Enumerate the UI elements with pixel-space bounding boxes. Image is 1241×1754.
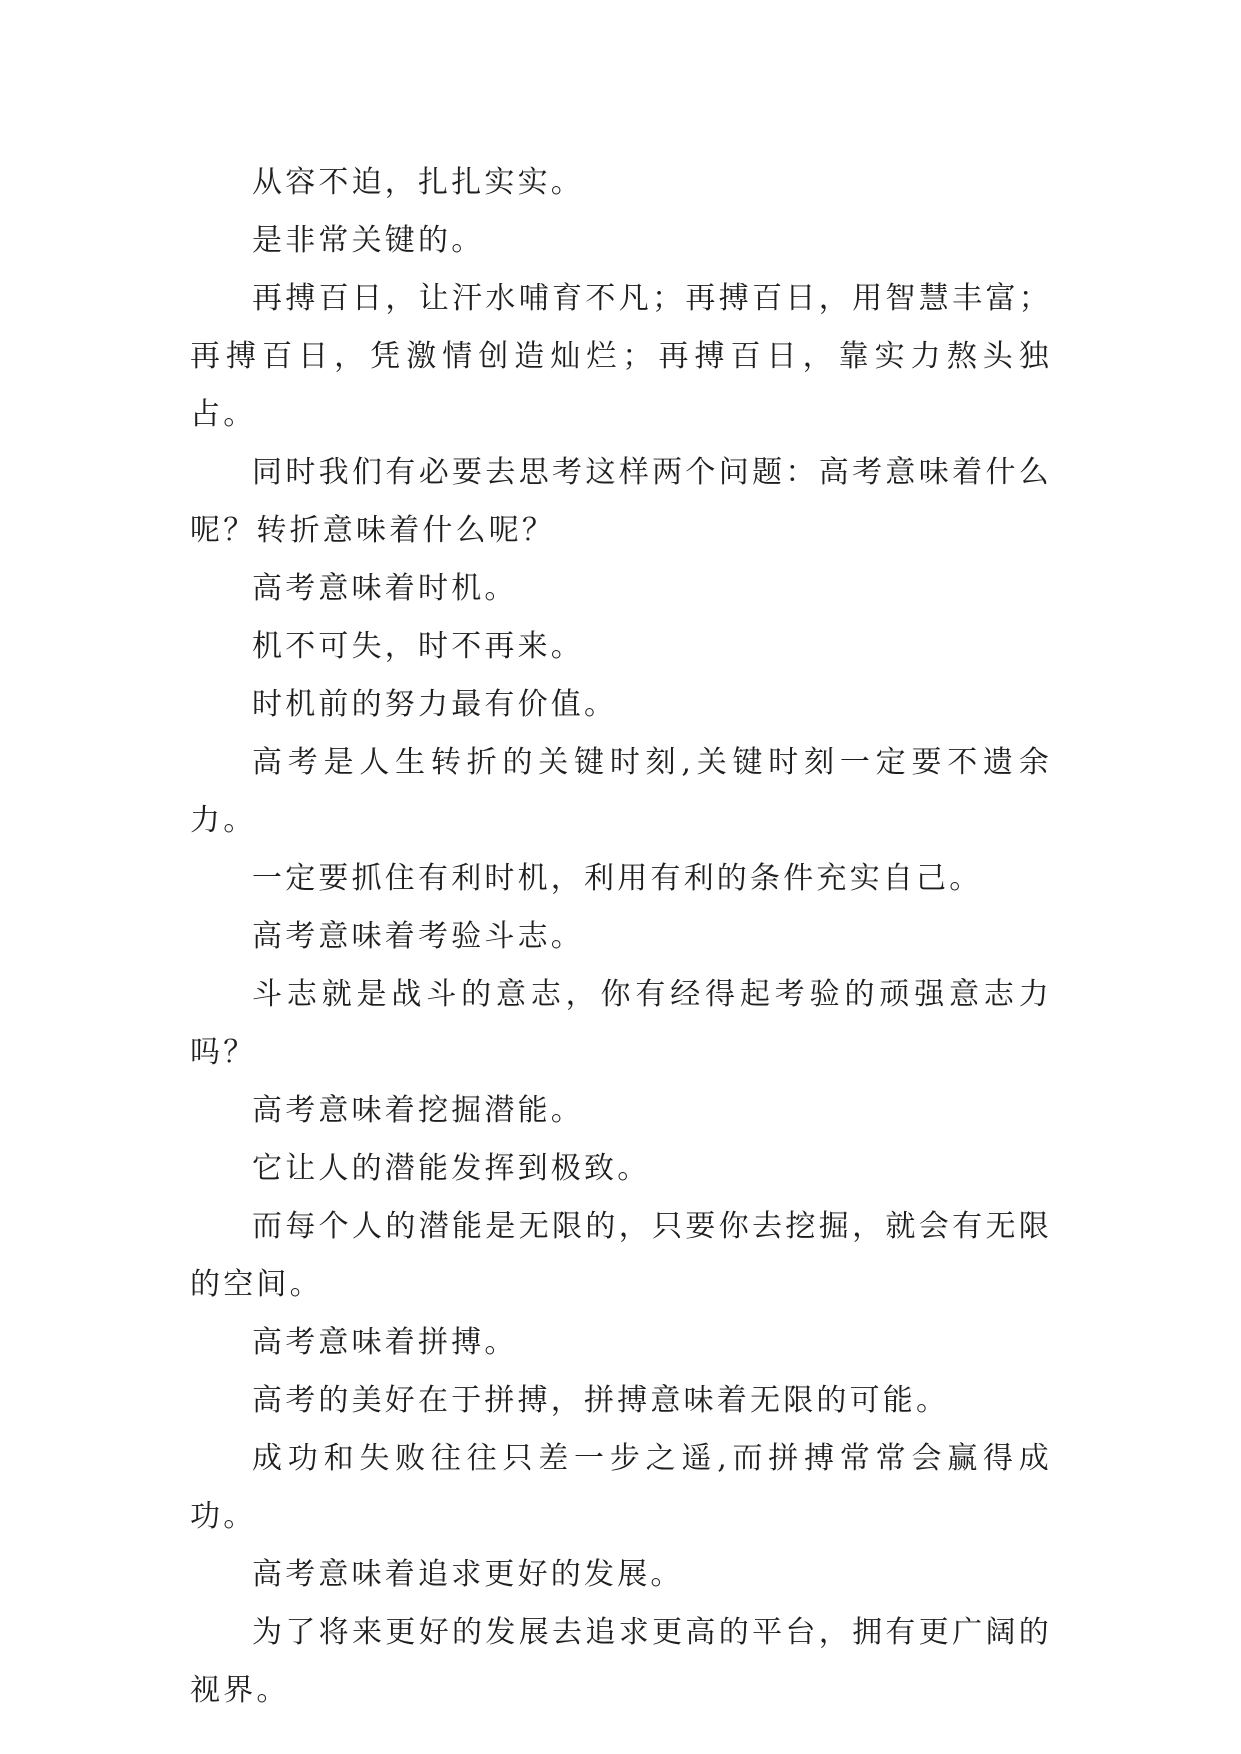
- paragraph: 斗志就是战斗的意志，你有经得起考验的顽强意志力吗？: [190, 977, 1052, 1070]
- paragraph: 从容不迫，扎扎实实。: [252, 165, 584, 200]
- paragraph: 再搏百日，让汗水哺育不凡；再搏百日，用智慧丰富；再搏百日，凭激情创造灿烂；再搏百日，靠实力熬头独占。: [190, 281, 1052, 432]
- paragraph: 高考的美好在于拼搏，拼搏意味着无限的可能。: [252, 1383, 950, 1418]
- paragraph: 高考意味着时机。: [252, 571, 518, 606]
- paragraph: 一定要抓住有利时机，利用有利的条件充实自己。: [252, 861, 983, 896]
- paragraph: 是非常关键的。: [252, 223, 485, 258]
- document-body: [190, 154, 1052, 1720]
- paragraph: 高考意味着挖掘潜能。: [252, 1093, 584, 1128]
- paragraph: 时机前的努力最有价值。: [252, 687, 618, 722]
- paragraph: 高考意味着追求更好的发展。: [252, 1557, 684, 1592]
- paragraph: 为了将来更好的发展去追求更高的平台，拥有更广阔的视界。: [190, 1615, 1052, 1708]
- paragraph: 同时我们有必要去思考这样两个问题：高考意味着什么呢？转折意味着什么呢？: [190, 455, 1052, 548]
- paragraph: 高考是人生转折的关键时刻,关键时刻一定要不遗余力。: [190, 745, 1052, 838]
- paragraph: 而每个人的潜能是无限的，只要你去挖掘，就会有无限的空间。: [190, 1209, 1052, 1302]
- paragraph: 高考意味着拼搏。: [252, 1325, 518, 1360]
- paragraph: 成功和失败往往只差一步之遥,而拼搏常常会赢得成功。: [190, 1441, 1052, 1534]
- paragraph: 机不可失，时不再来。: [252, 629, 584, 664]
- paragraph: 高考意味着考验斗志。: [252, 919, 584, 954]
- paragraph: 它让人的潜能发挥到极致。: [252, 1151, 651, 1186]
